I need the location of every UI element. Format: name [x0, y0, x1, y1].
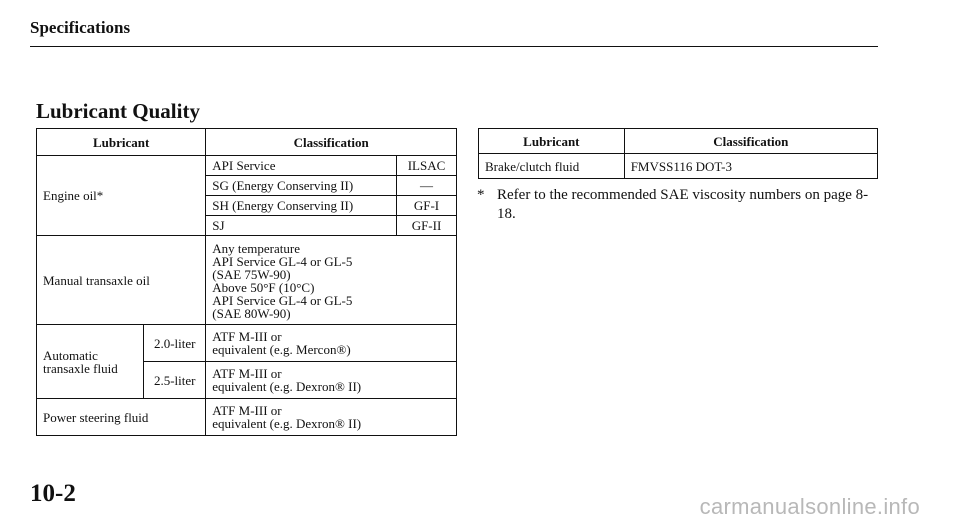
automatic-label-line: transaxle fluid — [43, 360, 118, 376]
col-header-lubricant: Lubricant — [37, 129, 206, 156]
manual-transaxle-classification — [206, 236, 457, 325]
liter-2-0-classification — [206, 325, 457, 362]
col-header-classification: Classification — [206, 129, 457, 156]
classification-line: ATF M-III or — [212, 403, 282, 418]
api-sh-cell: SH (Energy Conserving II) — [206, 196, 397, 216]
manual-class-line: Above 50°F (10°C) — [212, 280, 315, 295]
automatic-label-line: Automatic — [43, 347, 98, 363]
section-title: Lubricant Quality — [36, 99, 200, 123]
manual-class-line: (SAE 75W-90) — [212, 267, 291, 282]
header-divider — [30, 46, 878, 47]
classification-line: equivalent (e.g. Mercon®) — [212, 342, 351, 357]
footnote-asterisk: * — [477, 187, 485, 203]
watermark-text: carmanualsonline.info — [699, 494, 920, 519]
col-header-lubricant: Lubricant — [479, 129, 625, 154]
classification-line: ATF M-III or — [212, 366, 282, 381]
ilsac-sg-cell: — — [396, 176, 456, 196]
automatic-transaxle-label — [37, 325, 144, 399]
liter-2-5-classification — [206, 362, 457, 399]
brake-fluid-table — [478, 128, 878, 179]
engine-oil-footnote — [477, 186, 877, 224]
ilsac-header: ILSAC — [396, 156, 456, 176]
ilsac-sh-cell: GF-I — [396, 196, 456, 216]
power-steering-classification — [206, 399, 457, 436]
liter-2-0-label: 2.0-liter — [144, 325, 206, 362]
api-service-header: API Service — [206, 156, 397, 176]
page-number: 10-2 — [30, 480, 76, 507]
lubricant-quality-table — [36, 128, 457, 436]
page-header-title: Specifications — [30, 18, 131, 37]
footnote-text: Refer to the recommended SAE viscosity numbers on page 8-18. — [497, 187, 869, 222]
manual-transaxle-label: Manual transaxle oil — [37, 236, 206, 325]
engine-oil-label: Engine oil* — [37, 156, 206, 236]
classification-line: ATF M-III or — [212, 329, 282, 344]
api-sg-cell: SG (Energy Conserving II) — [206, 176, 397, 196]
manual-class-line: Any temperature — [212, 241, 300, 256]
ilsac-sj-cell: GF-II — [396, 216, 456, 236]
classification-line: equivalent (e.g. Dexron® II) — [212, 379, 362, 394]
manual-class-line: API Service GL-4 or GL-5 — [212, 293, 353, 308]
manual-class-line: (SAE 80W-90) — [212, 306, 291, 321]
col-header-classification: Classification — [624, 129, 877, 154]
power-steering-label: Power steering fluid — [37, 399, 206, 436]
brake-clutch-fluid-label: Brake/clutch fluid — [479, 154, 625, 179]
brake-clutch-fluid-classification: FMVSS116 DOT-3 — [624, 154, 877, 179]
manual-class-line: API Service GL-4 or GL-5 — [212, 254, 353, 269]
classification-line: equivalent (e.g. Dexron® II) — [212, 416, 362, 431]
api-sj-cell: SJ — [206, 216, 397, 236]
liter-2-5-label: 2.5-liter — [144, 362, 206, 399]
